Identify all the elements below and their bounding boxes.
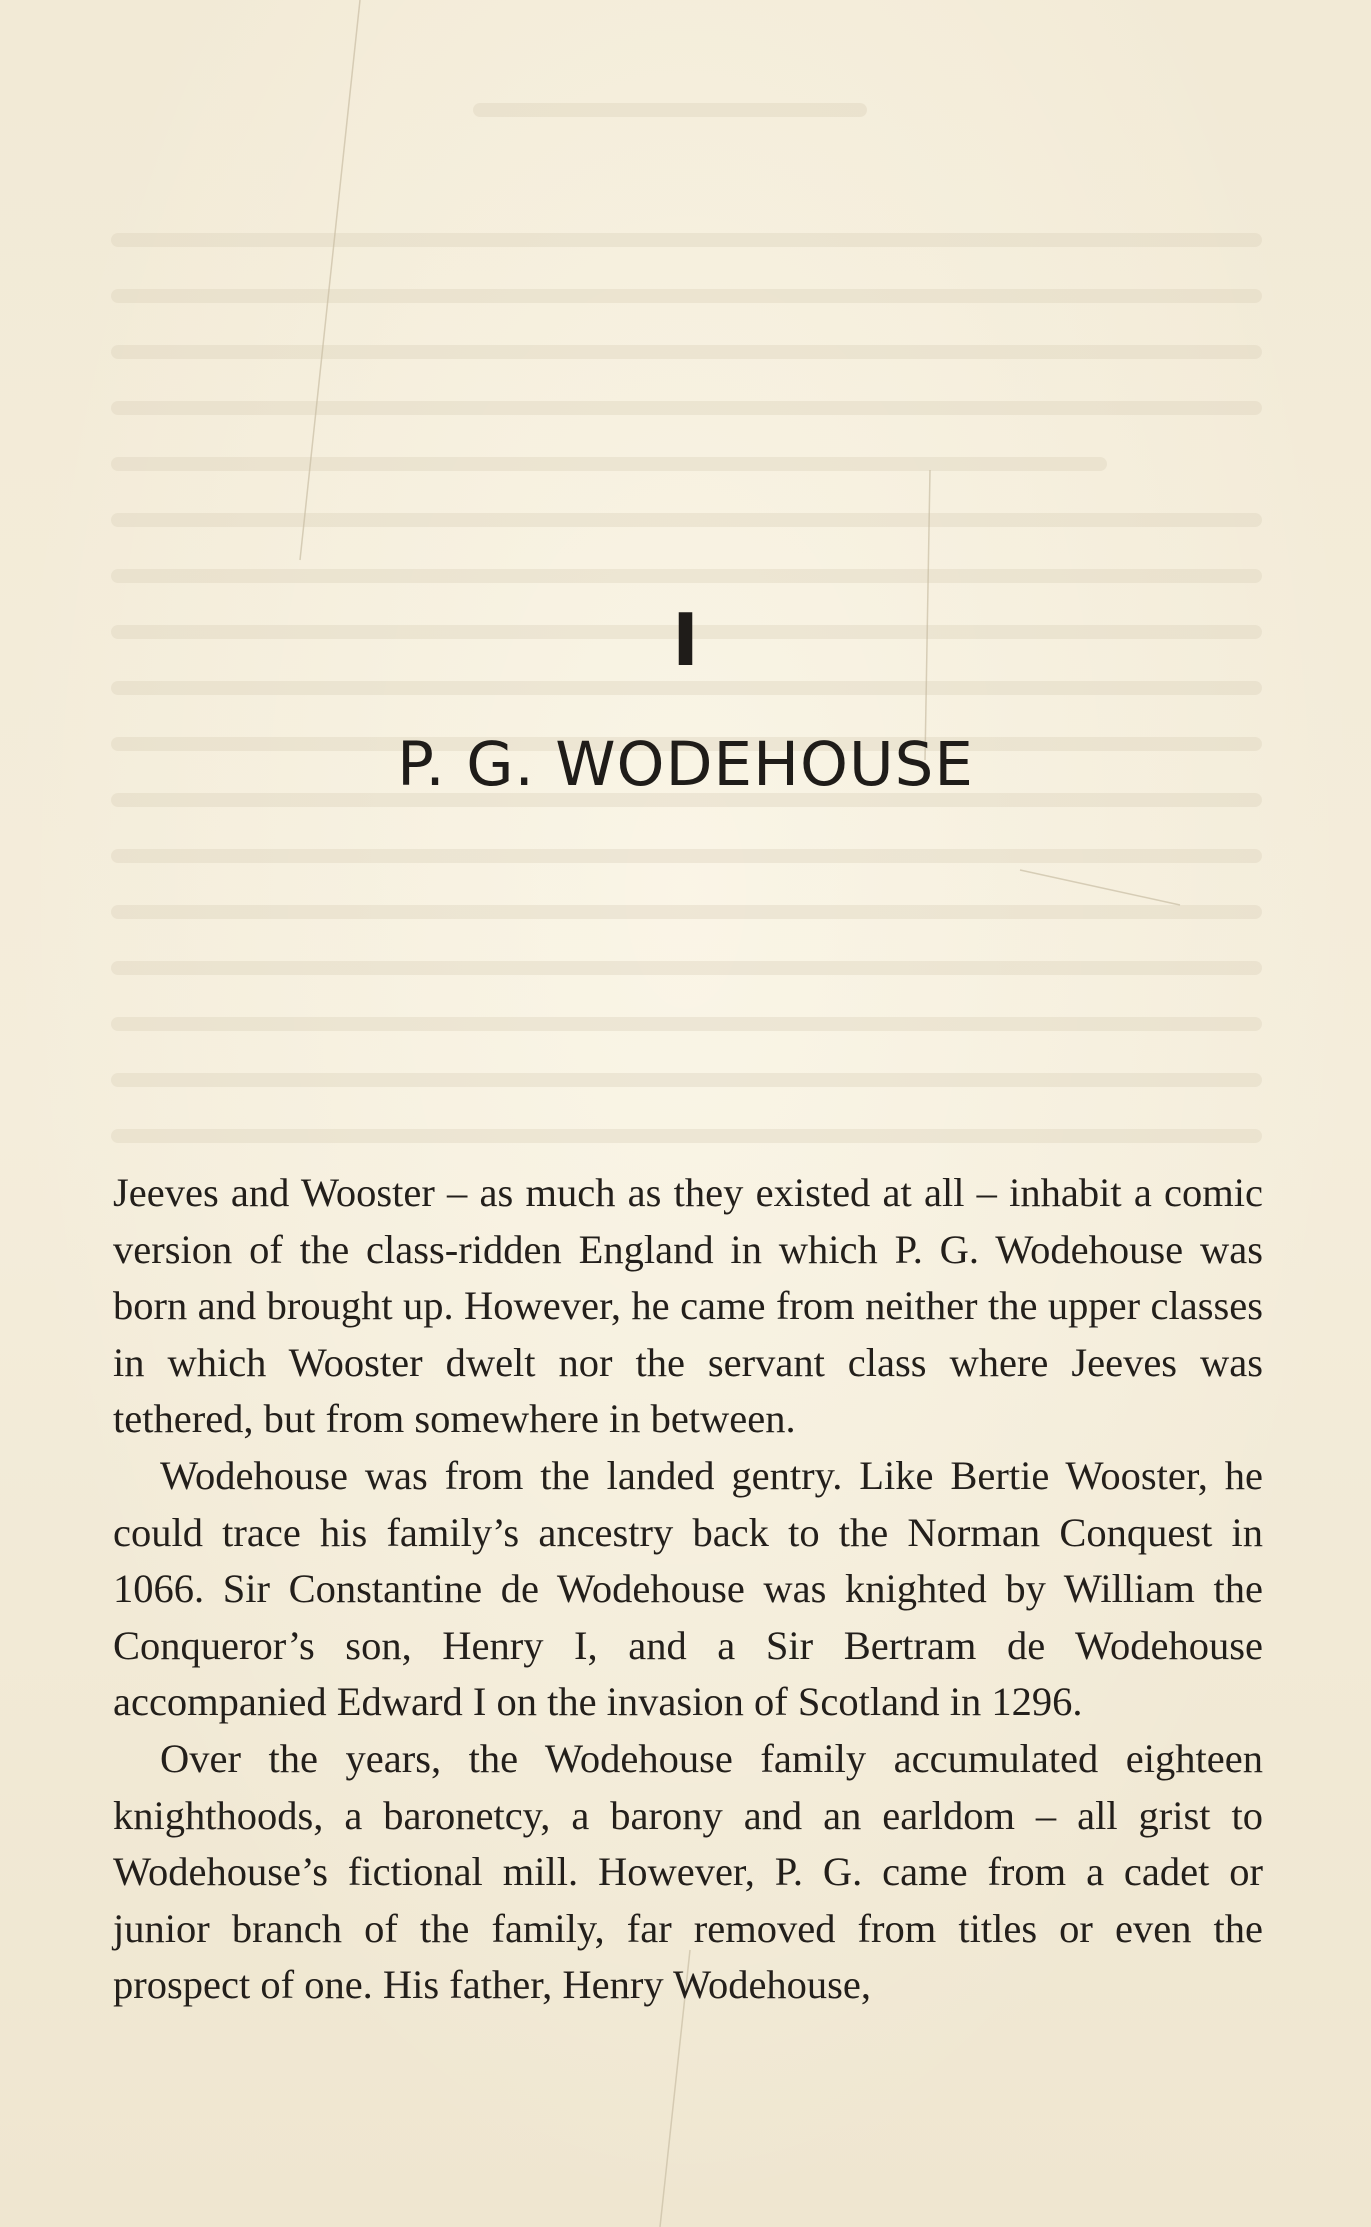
chapter-title: P. G. WODEHOUSE: [397, 729, 974, 800]
paragraph: Jeeves and Wooster – as much as they existed at all – inhabit a comic version of the class-ridden England in which P. G. Wodehouse was born and brought up. However, he came from neither the upper classes in which Wooster dwelt nor the servant class where Jeeves was tethered, but from somewhere in between.: [113, 1170, 1263, 1442]
paragraph: Wodehouse was from the landed gentry. Like Bertie Wooster, he could trace his family’s ancestry back to the Norman Conquest in 1066. Sir Constantine de Wodehouse was knighted by William the Conqueror’s son, Henry I, and a Sir Bertram de Wodehouse accompanied Edward I on the invasion of Scotland in 1296.: [113, 1452, 1263, 1725]
chapter-number: I: [672, 598, 699, 682]
paragraph: Over the years, the Wodehouse family accumulated eighteen knighthoods, a baronetcy, a barony and an earldom – all grist to Wodehouse’s fictional mill. However, P. G. came from a cadet or junior branch of the family, far removed from titles or even the prospect of one. His father, Henry Wodehouse,: [113, 1735, 1263, 2008]
body-text: [113, 1165, 1263, 2014]
